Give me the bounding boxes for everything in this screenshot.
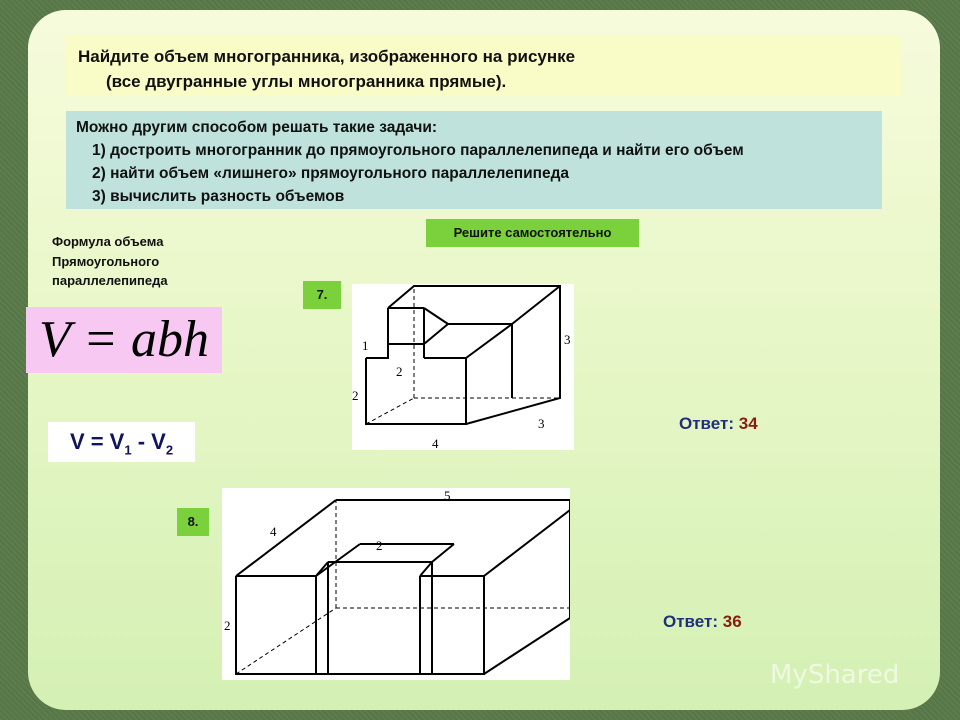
formula-label [52,232,232,291]
method-heading: Можно другим способом решать такие задачи: [76,119,438,136]
p8-dim-5: 5 [444,488,451,503]
p8-dim-2b: 2 [224,618,231,633]
p7-dim-2: 2 [396,364,403,379]
method-step-3: 3) вычислить разность объемов [92,188,345,205]
formula-label-line2: Прямоугольного [52,253,160,269]
task-title-line2: (все двугранные углы многогранника прямые). [106,72,507,91]
p7-dim-3a: 3 [564,332,571,347]
method-step-2: 2) найти объем «лишнего» прямоугольного параллелепипеда [92,165,570,182]
watermark: MyShared [770,660,900,690]
p8-dim-4: 4 [270,524,277,539]
problem-7-number: 7. [303,281,341,309]
diff-minus: - V [131,429,166,454]
method-box [66,111,882,209]
p7-dim-4: 4 [432,436,439,450]
problem-8-number: 8. [177,508,209,536]
p7-dim-2b: 2 [352,388,359,403]
diff-v: V = V [69,429,125,454]
formula-label-line3: параллелепипеда [52,273,168,288]
problem-7-answer [679,414,758,434]
method-step-1: 1) достроить многогранник до прямоугольного параллелепипеда и найти его объем [92,142,744,159]
problem-7-drawing [352,284,574,450]
diff-sub2: 2 [165,442,174,458]
p7-answer-label: Ответ: [679,414,734,433]
difference-formula [48,422,195,462]
p8-dim-2a: 2 [376,538,383,553]
volume-formula: V = abh [26,307,222,373]
p8-answer-label: Ответ: [663,612,718,631]
task-title [66,36,902,96]
p8-answer-value: 36 [722,612,742,631]
task-title-line1: Найдите объем многогранника, изображенного на рисунке [78,47,576,66]
problem-8-drawing [222,488,570,680]
solve-yourself-badge: Решите самостоятельно [426,219,639,247]
problem-8-answer [663,612,742,632]
p7-dim-1: 1 [362,338,369,353]
problem-8-figure [222,488,570,680]
diff-sub1: 1 [124,442,132,458]
problem-7-figure [352,284,574,450]
p7-answer-value: 34 [738,414,758,433]
p7-dim-3b: 3 [538,416,545,431]
formula-label-line1: Формула объема [52,234,164,249]
